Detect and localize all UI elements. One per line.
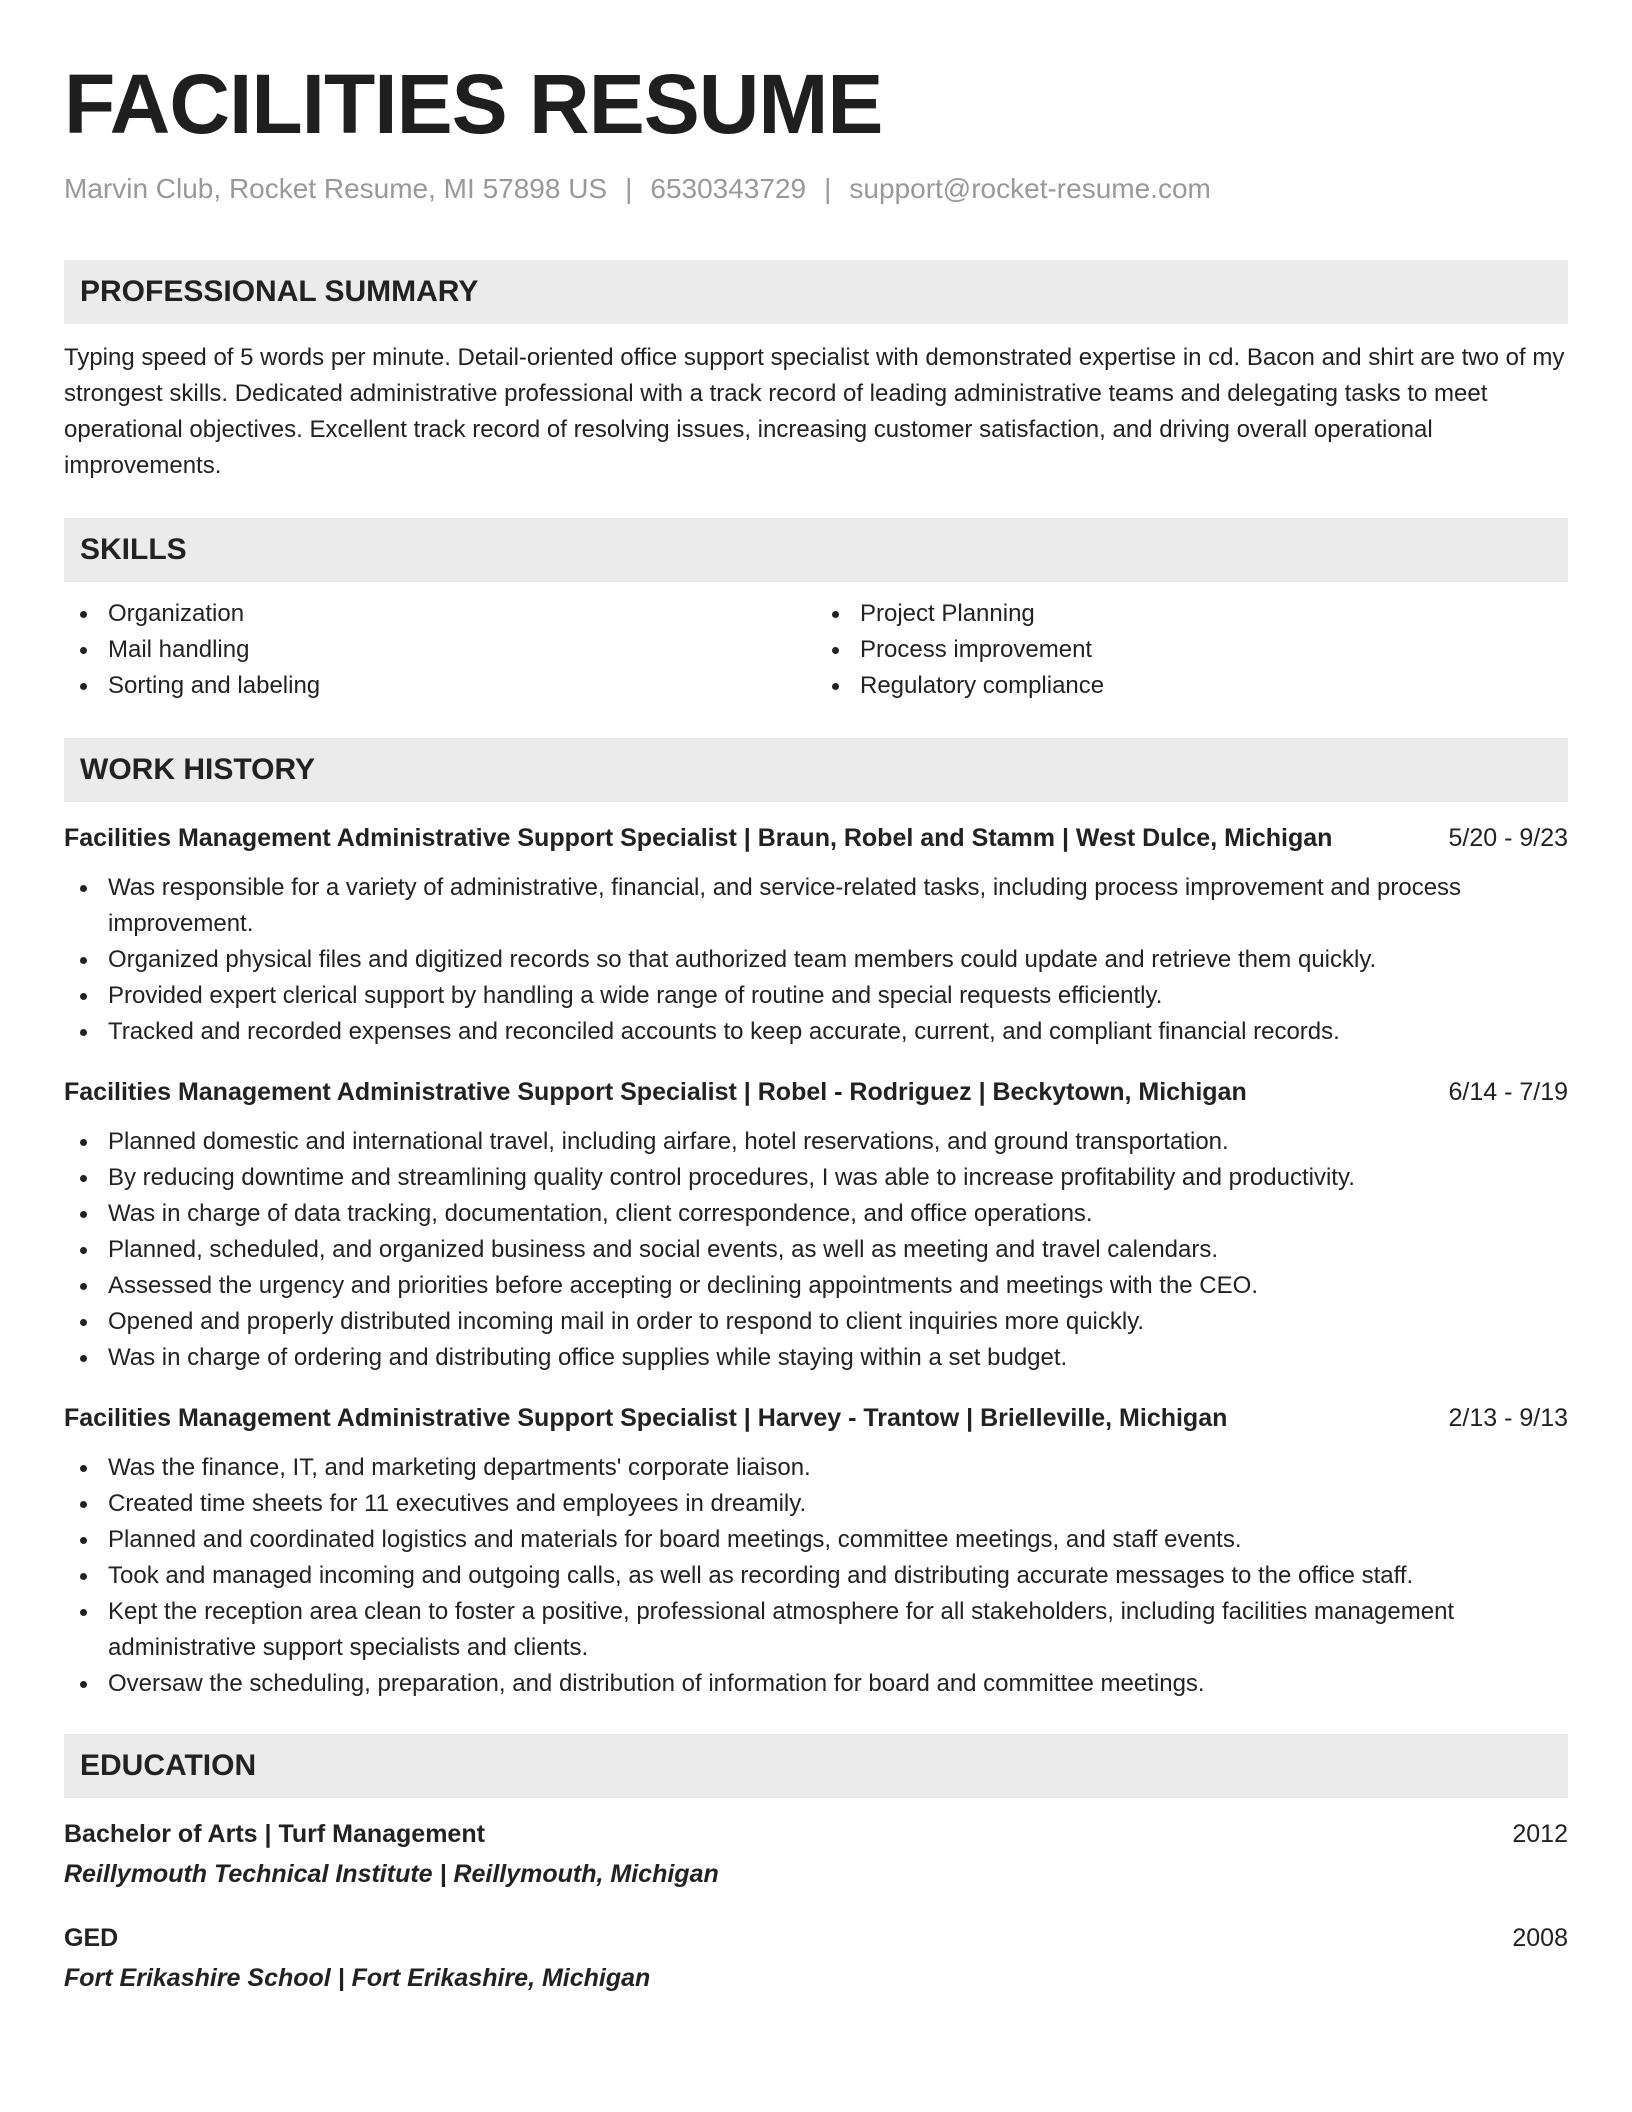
contact-separator: | [824, 173, 832, 204]
contact-separator: | [625, 173, 633, 204]
skills-column-right [816, 596, 1568, 704]
education-entry [64, 1816, 1568, 1892]
job-bullet: Was in charge of ordering and distributing office supplies while staying within a set budget. [64, 1340, 1568, 1376]
skill-item: Process improvement [816, 632, 1568, 668]
education-section [64, 1734, 1568, 1996]
job-bullets [64, 1124, 1568, 1376]
job-dates: 6/14 - 7/19 [1448, 1077, 1568, 1106]
job-header [64, 1074, 1568, 1110]
work-history-heading: WORK HISTORY [64, 738, 1568, 802]
education-school: Fort Erikashire School | Fort Erikashire, Michigan [64, 1963, 651, 1992]
skills-column-left [64, 596, 816, 704]
job-bullet: By reducing downtime and streamlining quality control procedures, I was able to increase profitability and productivity. [64, 1160, 1568, 1196]
job-bullet: Was in charge of data tracking, documentation, client correspondence, and office operations. [64, 1196, 1568, 1232]
education-header [64, 1816, 1568, 1852]
job-bullet: Planned domestic and international travel, including airfare, hotel reservations, and ground transportation. [64, 1124, 1568, 1160]
job-dates: 2/13 - 9/13 [1448, 1403, 1568, 1432]
job-bullet: Created time sheets for 11 executives and employees in dreamily. [64, 1486, 1568, 1522]
summary-heading: PROFESSIONAL SUMMARY [64, 260, 1568, 324]
education-school: Reillymouth Technical Institute | Reillymouth, Michigan [64, 1859, 719, 1888]
education-degree: GED [64, 1923, 119, 1952]
summary-section [64, 260, 1568, 484]
contact-email: support@rocket-resume.com [849, 173, 1211, 204]
job-title: Facilities Management Administrative Support Specialist | Robel - Rodriguez | Beckytown, Michigan [64, 1077, 1247, 1106]
job-bullet: Was responsible for a variety of administrative, financial, and service-related tasks, including process improvement and process improvement. [64, 870, 1568, 942]
summary-text: Typing speed of 5 words per minute. Detail-oriented office support specialist with demonstrated expertise in cd. Bacon and shirt are two of my strongest skills. Dedicated administrative professional with a track record of leading administrative teams and delegating tasks to meet operational objectives. Excellent track record of resolving issues, increasing customer satisfaction, and driving overall operational improvements. [64, 343, 1565, 479]
contact-address: Marvin Club, Rocket Resume, MI 57898 US [64, 173, 608, 204]
education-entry [64, 1920, 1568, 1996]
job-bullet: Took and managed incoming and outgoing calls, as well as recording and distributing accurate messages to the office staff. [64, 1558, 1568, 1594]
education-header [64, 1920, 1568, 1956]
job-header [64, 820, 1568, 856]
resume-title: FACILITIES RESUME [64, 57, 883, 151]
job-bullet: Provided expert clerical support by handling a wide range of routine and special requests efficiently. [64, 978, 1568, 1014]
job-bullet: Was the finance, IT, and marketing departments' corporate liaison. [64, 1450, 1568, 1486]
job-bullet: Organized physical files and digitized records so that authorized team members could update and retrieve them quickly. [64, 942, 1568, 978]
job-dates: 5/20 - 9/23 [1448, 823, 1568, 852]
contact-line [64, 172, 1568, 206]
education-year: 2012 [1512, 1819, 1568, 1848]
job-bullets [64, 1450, 1568, 1702]
job-title: Facilities Management Administrative Support Specialist | Braun, Robel and Stamm | West Dulce, Michigan [64, 823, 1333, 852]
skill-item: Sorting and labeling [64, 668, 816, 704]
skills-section [64, 518, 1568, 704]
skills-grid [64, 596, 1568, 704]
job-bullet: Planned and coordinated logistics and materials for board meetings, committee meetings, and staff events. [64, 1522, 1568, 1558]
skills-heading: SKILLS [64, 518, 1568, 582]
skill-item: Regulatory compliance [816, 668, 1568, 704]
skill-item: Project Planning [816, 596, 1568, 632]
job-entry [64, 1400, 1568, 1702]
education-year: 2008 [1512, 1923, 1568, 1952]
job-entry [64, 820, 1568, 1050]
job-bullet: Assessed the urgency and priorities before accepting or declining appointments and meetings with the CEO. [64, 1268, 1568, 1304]
job-bullet: Kept the reception area clean to foster a positive, professional atmosphere for all stakeholders, including facilities management administrative support specialists and clients. [64, 1594, 1568, 1666]
job-entry [64, 1074, 1568, 1376]
job-bullet: Tracked and recorded expenses and reconciled accounts to keep accurate, current, and compliant financial records. [64, 1014, 1568, 1050]
education-degree: Bachelor of Arts | Turf Management [64, 1819, 485, 1848]
contact-phone: 6530343729 [650, 173, 807, 204]
education-heading: EDUCATION [64, 1734, 1568, 1798]
job-header [64, 1400, 1568, 1436]
job-title: Facilities Management Administrative Support Specialist | Harvey - Trantow | Brielleville, Michigan [64, 1403, 1228, 1432]
work-history-section [64, 738, 1568, 1702]
job-bullet: Oversaw the scheduling, preparation, and distribution of information for board and committee meetings. [64, 1666, 1568, 1702]
job-bullets [64, 870, 1568, 1050]
skill-item: Organization [64, 596, 816, 632]
job-bullet: Planned, scheduled, and organized business and social events, as well as meeting and travel calendars. [64, 1232, 1568, 1268]
skill-item: Mail handling [64, 632, 816, 668]
job-bullet: Opened and properly distributed incoming mail in order to respond to client inquiries more quickly. [64, 1304, 1568, 1340]
